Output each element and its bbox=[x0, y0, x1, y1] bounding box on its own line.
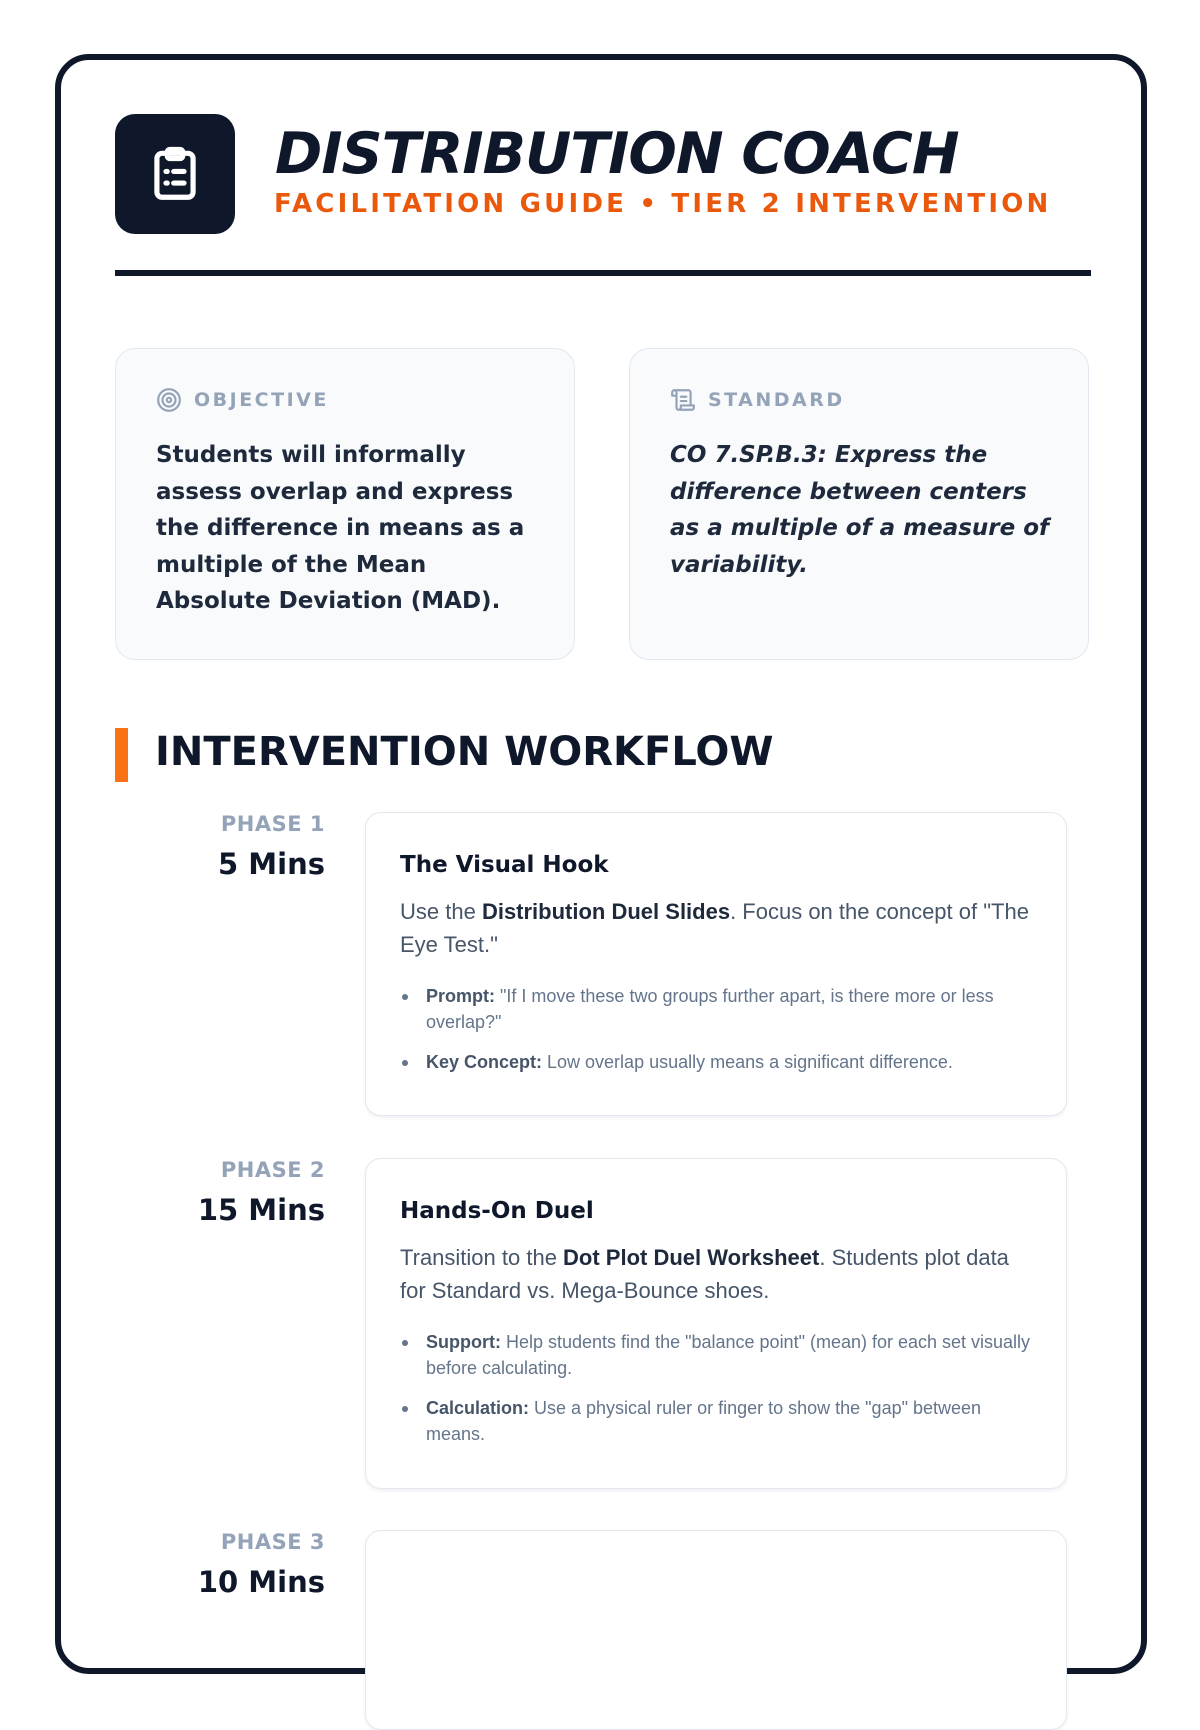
guide-card bbox=[55, 54, 1147, 1674]
phase-duration: 15 Mins bbox=[197, 1193, 325, 1227]
list-item: Calculation: Use a physical ruler or finger to show the "gap" between means. bbox=[400, 1395, 1032, 1447]
objective-label-row bbox=[156, 387, 329, 413]
section-accent-bar bbox=[115, 728, 128, 782]
phase-description: Use the Distribution Duel Slides. Focus on the concept of "The Eye Test." bbox=[400, 899, 1029, 957]
phase-number: PHASE 2 bbox=[220, 1158, 325, 1182]
phase-number: PHASE 3 bbox=[220, 1530, 325, 1554]
scroll-icon bbox=[670, 387, 696, 413]
phase-number: PHASE 1 bbox=[220, 812, 325, 836]
resource-name: Distribution Duel Slides bbox=[481, 899, 731, 924]
page-title: DISTRIBUTION COACH bbox=[275, 121, 959, 187]
phase-title: The Visual Hook bbox=[400, 852, 609, 878]
phase-3-card bbox=[365, 1530, 1067, 1730]
phase-description: Transition to the Dot Plot Duel Worksheet. Students plot data for Standard vs. Mega-Bounce shoes. bbox=[400, 1245, 1009, 1303]
list-item: Prompt: "If I move these two groups further apart, is there more or less overlap?" bbox=[400, 983, 1032, 1035]
objective-label: OBJECTIVE bbox=[194, 389, 329, 411]
phase-2-card bbox=[365, 1158, 1067, 1489]
phase-duration: 10 Mins bbox=[197, 1565, 325, 1599]
objective-text: Students will informally assess overlap and express the difference in means as a multiple of the Mean Absolute Deviation (MAD). bbox=[156, 442, 525, 614]
standard-text: CO 7.SP.B.3: Express the difference between centers as a multiple of a measure of variability. bbox=[670, 442, 1050, 578]
phase-3-meta bbox=[115, 1528, 325, 1602]
phase-bullets bbox=[400, 1329, 1032, 1447]
objective-box bbox=[115, 348, 575, 660]
phase-duration: 5 Mins bbox=[218, 847, 325, 881]
phase-bullets bbox=[400, 983, 1032, 1075]
section-title: INTERVENTION WORKFLOW bbox=[155, 729, 774, 775]
target-icon bbox=[156, 387, 182, 413]
list-item: Key Concept: Low overlap usually means a significant difference. bbox=[400, 1049, 1032, 1075]
phase-2-meta bbox=[115, 1156, 325, 1230]
list-item: Support: Help students find the "balance point" (mean) for each set visually before calculating. bbox=[400, 1329, 1032, 1381]
standard-label-row bbox=[670, 387, 845, 413]
page-subtitle: FACILITATION GUIDE • TIER 2 INTERVENTION bbox=[274, 189, 1052, 219]
standard-label: STANDARD bbox=[708, 389, 845, 411]
header-divider bbox=[115, 270, 1091, 276]
phase-1-card bbox=[365, 812, 1067, 1116]
phase-title: Hands-On Duel bbox=[400, 1198, 594, 1224]
phase-1-meta bbox=[115, 810, 325, 884]
resource-name: Dot Plot Duel Worksheet bbox=[563, 1245, 820, 1270]
header bbox=[115, 114, 1091, 276]
standard-box bbox=[629, 348, 1089, 660]
clipboard-list-icon bbox=[115, 114, 235, 234]
